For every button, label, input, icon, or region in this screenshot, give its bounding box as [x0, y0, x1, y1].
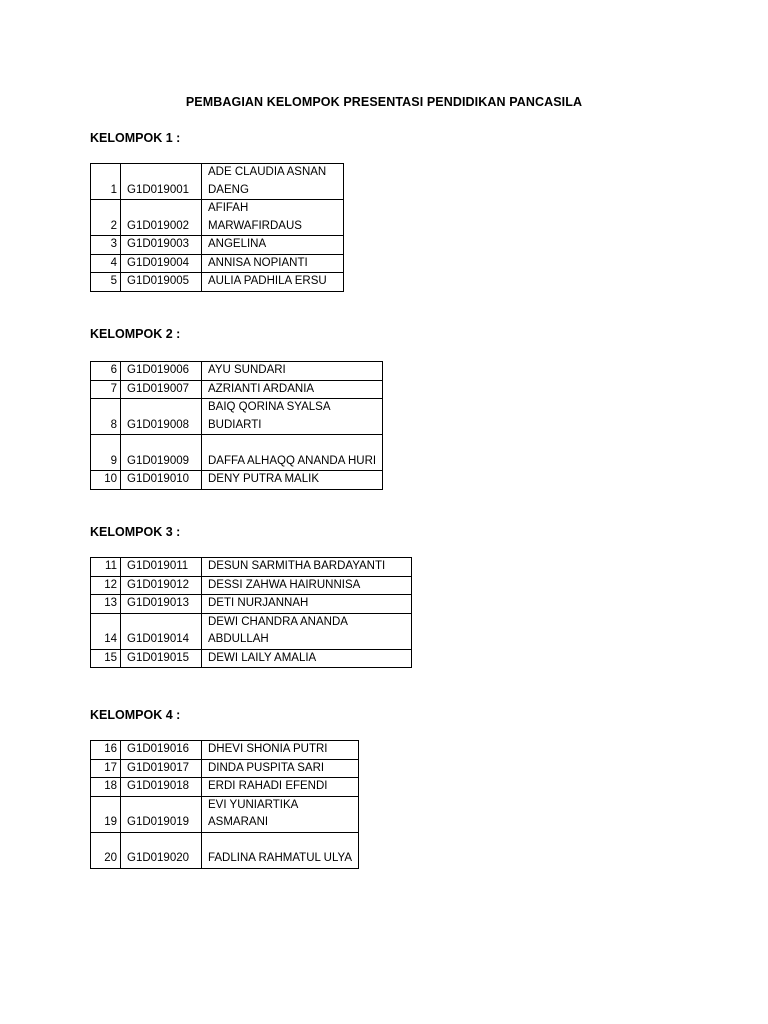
- row-number: 15: [91, 649, 121, 668]
- row-number: 3: [91, 236, 121, 255]
- table-row: [91, 254, 344, 273]
- table-row: [91, 399, 383, 435]
- row-number: 19: [91, 796, 121, 832]
- group-1-heading: KELOMPOK 1 :: [90, 131, 181, 145]
- table-row: [91, 200, 344, 236]
- student-name: DETI NURJANNAH: [202, 595, 412, 614]
- row-number: 16: [91, 741, 121, 760]
- student-name: AYU SUNDARI: [202, 362, 383, 381]
- table-row: [91, 435, 383, 471]
- student-name: DINDA PUSPITA SARI: [202, 759, 359, 778]
- student-name: AULIA PADHILA ERSU: [202, 273, 344, 292]
- student-name: DAFFA ALHAQQ ANANDA HURI: [202, 435, 383, 471]
- student-id: G1D019010: [121, 471, 202, 490]
- row-number: 6: [91, 362, 121, 381]
- table-row: [91, 759, 359, 778]
- student-id: G1D019009: [121, 435, 202, 471]
- student-name: DHEVI SHONIA PUTRI: [202, 741, 359, 760]
- student-name: DESUN SARMITHA BARDAYANTI: [202, 558, 412, 577]
- student-name: ANNISA NOPIANTI: [202, 254, 344, 273]
- table-row: [91, 796, 359, 832]
- group-3-table: [90, 557, 412, 668]
- student-id: G1D019001: [121, 164, 202, 200]
- student-name: FADLINA RAHMATUL ULYA: [202, 832, 359, 868]
- student-id: G1D019018: [121, 778, 202, 797]
- group-2-table: [90, 361, 383, 490]
- row-number: 1: [91, 164, 121, 200]
- row-number: 9: [91, 435, 121, 471]
- student-id: G1D019002: [121, 200, 202, 236]
- group-1-table: [90, 163, 344, 292]
- student-name: DESSI ZAHWA HAIRUNNISA: [202, 576, 412, 595]
- document-title: PEMBAGIAN KELOMPOK PRESENTASI PENDIDIKAN PANCASILA: [185, 95, 583, 109]
- row-number: 8: [91, 399, 121, 435]
- student-id: G1D019003: [121, 236, 202, 255]
- table-row: [91, 649, 412, 668]
- table-row: [91, 164, 344, 200]
- table-row: [91, 273, 344, 292]
- row-number: 7: [91, 380, 121, 399]
- student-name: ADE CLAUDIA ASNAN DAENG: [202, 164, 344, 200]
- row-number: 10: [91, 471, 121, 490]
- student-id: G1D019014: [121, 613, 202, 649]
- student-id: G1D019008: [121, 399, 202, 435]
- student-id: G1D019016: [121, 741, 202, 760]
- student-name: AFIFAH MARWAFIRDAUS: [202, 200, 344, 236]
- student-name: AZRIANTI ARDANIA: [202, 380, 383, 399]
- student-id: G1D019011: [121, 558, 202, 577]
- row-number: 2: [91, 200, 121, 236]
- group-2-heading: KELOMPOK 2 :: [90, 327, 181, 341]
- row-number: 4: [91, 254, 121, 273]
- student-id: G1D019012: [121, 576, 202, 595]
- table-row: [91, 471, 383, 490]
- row-number: 14: [91, 613, 121, 649]
- student-name: ANGELINA: [202, 236, 344, 255]
- table-row: [91, 380, 383, 399]
- student-id: G1D019004: [121, 254, 202, 273]
- student-id: G1D019007: [121, 380, 202, 399]
- table-row: [91, 236, 344, 255]
- row-number: 18: [91, 778, 121, 797]
- student-id: G1D019006: [121, 362, 202, 381]
- student-id: G1D019015: [121, 649, 202, 668]
- table-row: [91, 595, 412, 614]
- group-4-table: [90, 740, 359, 869]
- row-number: 12: [91, 576, 121, 595]
- table-row: [91, 613, 412, 649]
- student-name: BAIQ QORINA SYALSA BUDIARTI: [202, 399, 383, 435]
- row-number: 17: [91, 759, 121, 778]
- row-number: 13: [91, 595, 121, 614]
- group-3-heading: KELOMPOK 3 :: [90, 525, 181, 539]
- table-row: [91, 741, 359, 760]
- student-name: DENY PUTRA MALIK: [202, 471, 383, 490]
- table-row: [91, 558, 412, 577]
- student-id: G1D019005: [121, 273, 202, 292]
- student-name: DEWI LAILY AMALIA: [202, 649, 412, 668]
- student-name: EVI YUNIARTIKA ASMARANI: [202, 796, 359, 832]
- table-row: [91, 832, 359, 868]
- student-id: G1D019020: [121, 832, 202, 868]
- group-4-heading: KELOMPOK 4 :: [90, 708, 181, 722]
- table-row: [91, 778, 359, 797]
- student-id: G1D019019: [121, 796, 202, 832]
- table-row: [91, 576, 412, 595]
- row-number: 11: [91, 558, 121, 577]
- student-id: G1D019017: [121, 759, 202, 778]
- student-name: ERDI RAHADI EFENDI: [202, 778, 359, 797]
- student-id: G1D019013: [121, 595, 202, 614]
- row-number: 20: [91, 832, 121, 868]
- table-row: [91, 362, 383, 381]
- row-number: 5: [91, 273, 121, 292]
- student-name: DEWI CHANDRA ANANDA ABDULLAH: [202, 613, 412, 649]
